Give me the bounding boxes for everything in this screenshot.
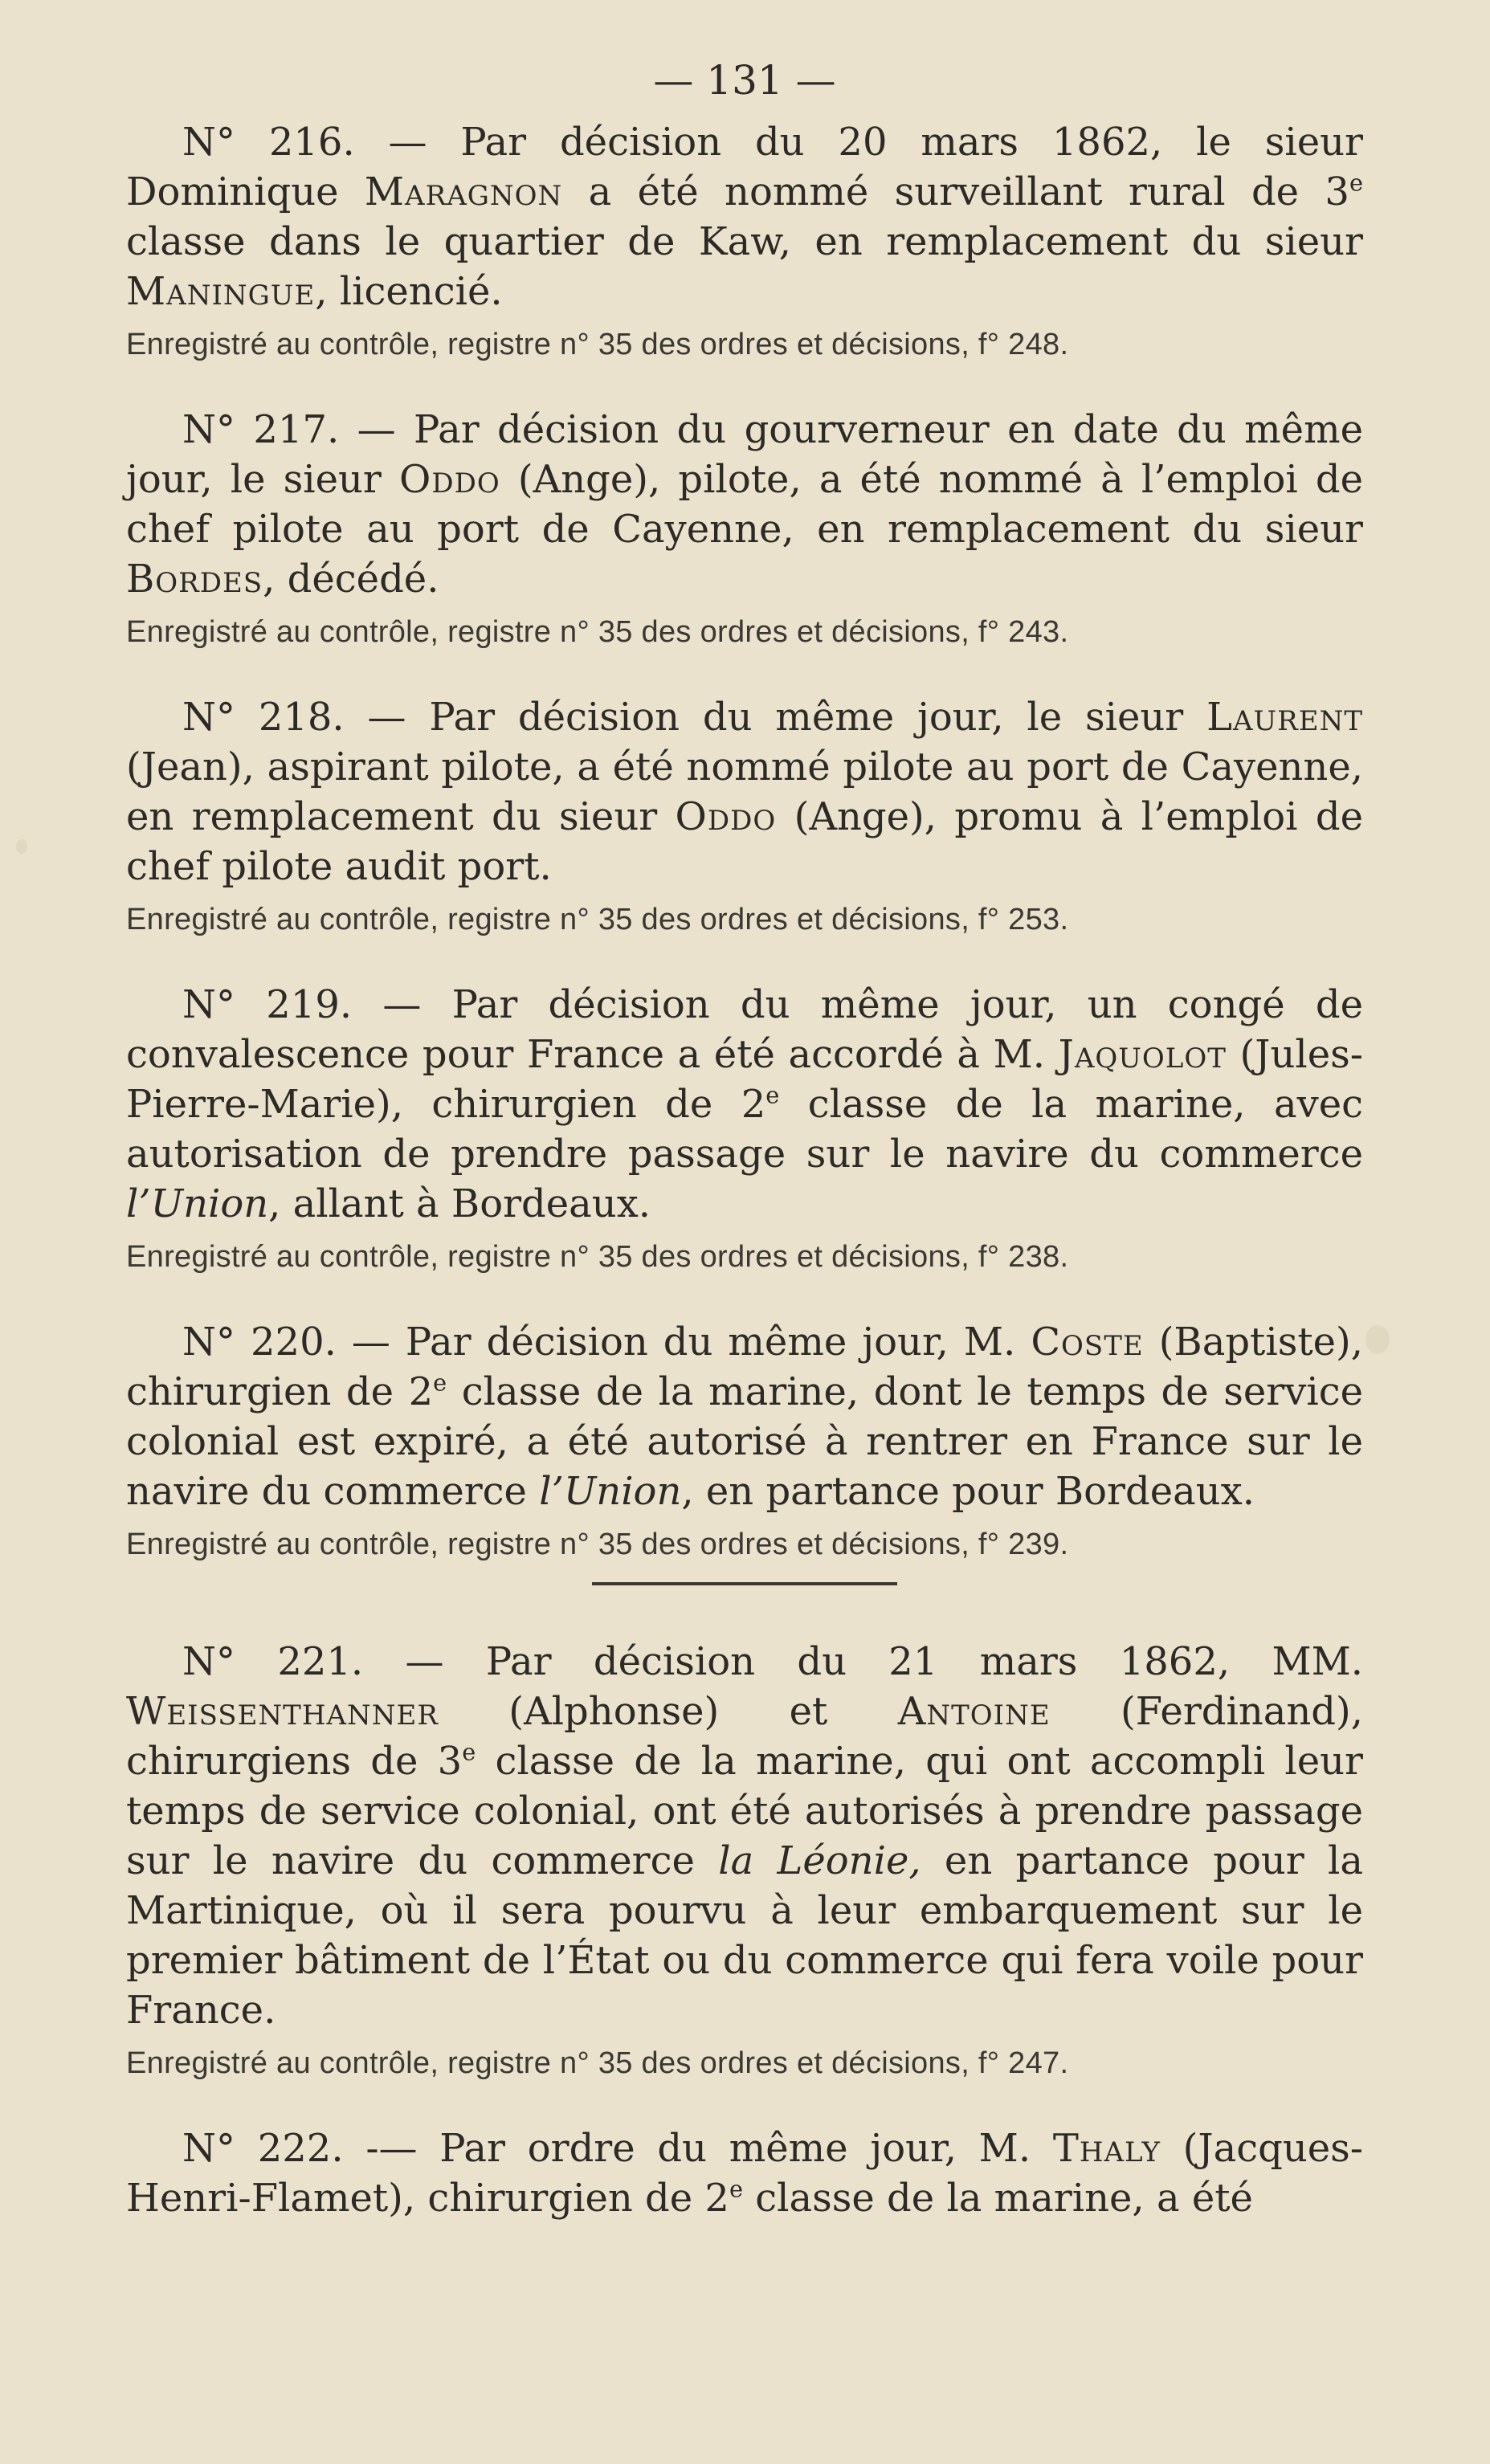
entry-number: N° 219. xyxy=(182,982,353,1027)
entry-220 xyxy=(126,1317,1363,1564)
entry-218 xyxy=(126,692,1363,940)
ship-name: l’Union xyxy=(539,1469,682,1514)
registration-note: Enregistré au contrôle, registre n° 35 des ordres et décisions, f° 239. xyxy=(126,1528,1069,1561)
paper-stain xyxy=(16,839,27,854)
section-divider xyxy=(592,1582,897,1585)
registration-note: Enregistré au contrôle, registre n° 35 des ordres et décisions, f° 238. xyxy=(126,1240,1069,1274)
person-name: Laurent xyxy=(1206,695,1363,740)
entry-220-text: N° 220. — Par décision du même jour, M. Coste (Baptiste), chirurgien de 2e classe de la marine, dont le temps de service colonial est expiré, a été autorisé à rentrer en France sur le navire du commerce l’Union, en partance pour Bordeaux. xyxy=(126,1320,1364,1514)
entry-217-text: N° 217. — Par décision du gourverneur en date du même jour, le sieur Oddo (Ange), pilote, a été nommé à l’emploi de chef pilote au port de Cayenne, en remplacement du sieur Bordes, décédé. xyxy=(126,407,1364,602)
entry-219-text: N° 219. — Par décision du même jour, un congé de convalescence pour France a été accordé à M. Jaquolot (Jules-Pierre-Marie), chirurgien de 2e classe de la marine, avec autorisation de prendre passage sur le navire du commerce l’Union, allant à Bordeaux. xyxy=(126,982,1364,1226)
registration-note: Enregistré au contrôle, registre n° 35 des ordres et décisions, f° 243. xyxy=(126,615,1069,649)
person-name: Oddo xyxy=(399,457,500,502)
person-name: Thaly xyxy=(1052,2126,1161,2171)
entry-number: N° 217. xyxy=(182,407,340,452)
entry-216-text: N° 216. — Par décision du 20 mars 1862, le sieur Dominique Maragnon a été nommé surveillant rural de 3e classe dans le quartier de Kaw, en remplacement du sieur Maningue, licencié. xyxy=(126,120,1363,314)
entry-222 xyxy=(126,2123,1363,2223)
entry-219 xyxy=(126,980,1363,1277)
person-name: Jaquolot xyxy=(1058,1032,1227,1077)
person-name: Antoine xyxy=(897,1689,1051,1734)
entry-221 xyxy=(126,1637,1363,2083)
entry-216 xyxy=(126,117,1363,365)
entry-number: N° 218. xyxy=(182,695,345,740)
entry-number: N° 222. xyxy=(182,2126,344,2171)
entry-number: N° 216. xyxy=(182,120,355,165)
page-number: — 131 — xyxy=(653,57,836,104)
person-name: Maningue xyxy=(126,269,316,314)
paper-stain xyxy=(1365,1325,1390,1354)
person-name: Maragnon xyxy=(364,169,563,214)
person-name: Weissenthanner xyxy=(126,1689,439,1734)
ship-name: l’Union xyxy=(126,1181,269,1226)
entry-217 xyxy=(126,405,1363,652)
person-name: Bordes xyxy=(126,557,263,602)
registration-note: Enregistré au contrôle, registre n° 35 des ordres et décisions, f° 248. xyxy=(126,328,1069,361)
entry-221-text: N° 221. — Par décision du 21 mars 1862, MM. Weissenthanner (Alphonse) et Antoine (Ferdinand), chirurgiens de 3e classe de la marine, qui ont accompli leur temps de service colonial, ont été autorisés à prendre passage sur le navire du commerce la Léonie, en partance pour la Martinique, où il sera pourvu à leur embarquement sur le premier bâtiment de l’État ou du commerce qui fera voile pour France. xyxy=(126,1639,1364,2033)
entry-222-text: N° 222. -— Par ordre du même jour, M. Thaly (Jacques-Henri-Flamet), chirurgien de 2e classe de la marine, a été xyxy=(126,2126,1364,2221)
registration-note: Enregistré au contrôle, registre n° 35 des ordres et décisions, f° 247. xyxy=(126,2046,1069,2080)
entry-218-text: N° 218. — Par décision du même jour, le sieur Laurent (Jean), aspirant pilote, a été nommé pilote au port de Cayenne, en remplacement du sieur Oddo (Ange), promu à l’emploi de chef pilote audit port. xyxy=(126,695,1363,889)
registration-note: Enregistré au contrôle, registre n° 35 des ordres et décisions, f° 253. xyxy=(126,903,1069,936)
person-name: Coste xyxy=(1031,1320,1144,1365)
entry-number: N° 220. xyxy=(182,1320,337,1365)
entry-number: N° 221. xyxy=(182,1639,364,1684)
person-name: Oddo xyxy=(675,794,777,839)
ship-name: la Léonie, xyxy=(718,1838,921,1883)
